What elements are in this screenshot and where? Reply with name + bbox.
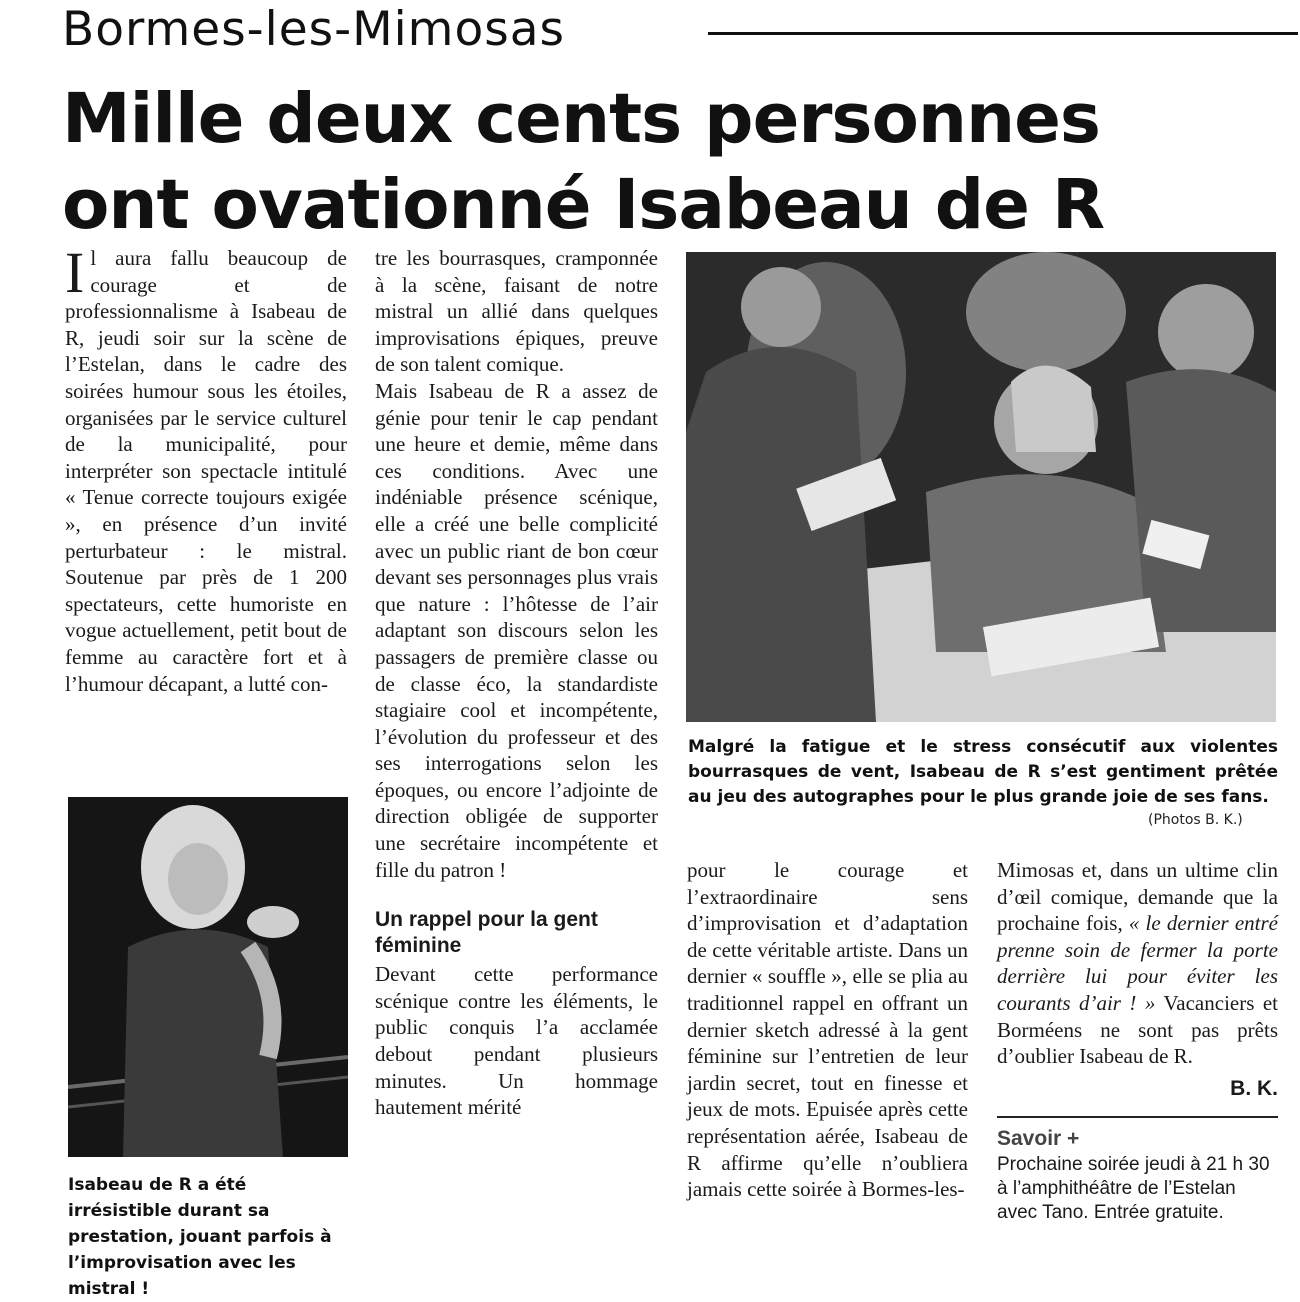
headline [62,76,1262,248]
rubric-rule [708,32,1298,35]
subheading: Un rappel pour la gent féminine [375,908,598,958]
section-rubric: Bormes-les-Mimosas [62,2,565,57]
autograph-photo [686,252,1276,722]
article-signature: B. K. [1230,1076,1278,1100]
column-4-text-a: Mimosas et, dans un ultime clin d’œil comique, demande que la prochaine fois, [997,858,1278,936]
article-column-3 [687,857,968,1203]
performer-photo [68,797,348,1157]
article-column-1 [65,240,347,697]
savoir-title: Savoir + [997,1127,1080,1151]
headline-line-2: ont ovationné Isabeau de R [62,165,1105,245]
headline-line-1: Mille deux cents personnes [62,79,1100,159]
article-column-4 [997,857,1278,1225]
column-2-paragraph-3: Devant cette performance scénique contre les éléments, le public conquis l’a acclamée debout pendant plusieurs minutes. Un hommage hautement mérité [375,962,658,1120]
photo-credit: (Photos B. K.) [1148,812,1243,828]
column-4-quote: « le dernier entré prenne soin de fermer la porte derrière lui pour éviter les courants d’air ! » [997,911,1278,1015]
autograph-photo-illustration [686,252,1276,722]
savoir-text: Prochaine soirée jeudi à 21 h 30 à l’amphithéâtre de l’Estelan avec Tano. Entrée gratuite. [997,1153,1270,1223]
column-3-text: pour le courage et l’extraordinaire sens d’improvisation et d’adaptation de cette véritable artiste. Dans un dernier « souffle », elle se plia au traditionnel rappel en offrant un dernier sketch adressé à la gent féminine sur l’entretien de leur jardin secret, tout en finesse et jeux de mots. Epuisée après cette représentation aérée, Isabeau de R affirme qu’elle n’oubliera jamais cette soirée à Bormes-les- [687,858,968,1202]
column-1-text: l aura fallu beaucoup de courage et de professionnalisme à Isabeau de R, jeudi soir sur la scène de l’Estelan, dans le cadre des soirées humour sous les étoiles, organisées par le service culturel de la municipalité, pour interpréter son spectacle intitulé « Tenue correcte toujours exigée », en présence d’un invité perturbateur : le mistral. Soutenue par près de 1 200 spectateurs, cette humoriste en vogue actuellement, petit bout de femme au caractère fort et à l’humour décapant, a lutté con- [65,246,347,696]
column-2-paragraph-1: tre les bourrasques, cramponnée à la scène, faisant de notre mistral un allié dans quelques improvisations épiques, preuve de son talent comique. [375,246,658,377]
column-2-paragraph-2: Mais Isabeau de R a assez de génie pour tenir le cap pendant une heure et demie, même dans ces conditions. Avec une indéniable présence scénique, elle a créé une belle complicité avec un public riant de bon cœur devant ses personnages plus vrais que nature : l’hôtesse de l’air adaptant son discours selon les passagers de première classe ou de classe éco, la standardiste stagiaire cool et incompétente, l’évolution du professeur et des ses interrogations selon les époques, ou encore l’adjointe de direction obligée de supporter une secrétaire incompétente et fille du patron ! [375,378,658,882]
savoir-separator [997,1116,1278,1118]
performer-photo-caption: Isabeau de R a été irrésistible durant sa prestation, jouant parfois à l’improvisation avec les mistral ! [68,1175,332,1299]
main-photo-caption: Malgré la fatigue et le stress consécutif aux violentes bourrasques de vent, Isabeau de R s’est gentiment prêtée au jeu des autographes pour le plus grande joie de ses fans. [688,737,1278,807]
performer-photo-illustration [68,797,348,1157]
drop-cap: I [65,240,85,305]
article-column-2 [375,245,658,1121]
column-4-text-b: Vacanciers et Borméens ne sont pas prêts d’oublier Isabeau de R. [997,990,1279,1069]
